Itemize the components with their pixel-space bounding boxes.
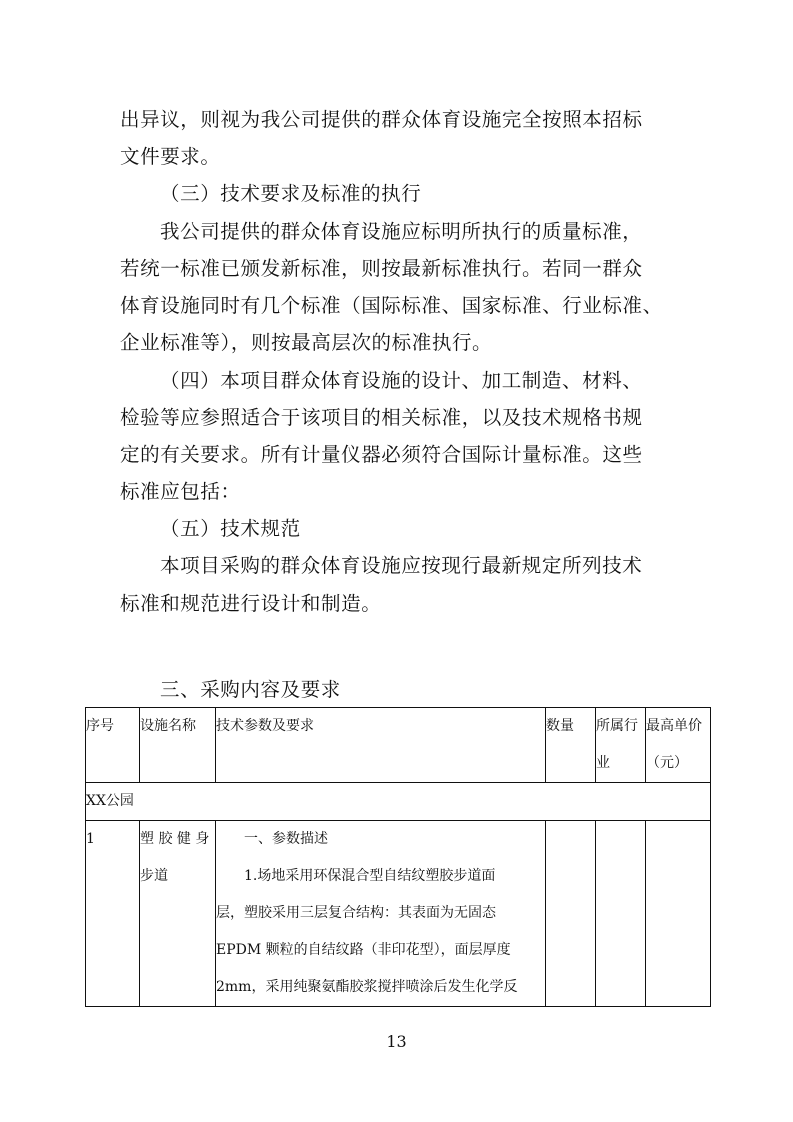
section-heading: 三、采购内容及要求 xyxy=(160,678,341,701)
paragraph-line: 体育设施同时有几个标准（国际标准、国家标准、行业标准、 xyxy=(120,294,663,317)
paragraph-line: 我公司提供的群众体育设施应标明所执行的质量标准， xyxy=(160,220,643,243)
spec-line: 1.场地采用环保混合型自结纹塑胶步道面 xyxy=(216,868,496,884)
header-name: 设施名称 xyxy=(140,708,216,783)
header-line: 所属行 xyxy=(596,718,638,734)
paragraph-line: （四）本项目群众体育设施的设计、加工制造、材料、 xyxy=(160,369,643,392)
paragraph-line: 文件要求。 xyxy=(120,145,221,168)
row-industry xyxy=(596,821,646,1007)
header-price xyxy=(646,708,711,783)
row-no: 1 xyxy=(86,821,140,1007)
header-spec: 技术参数及要求 xyxy=(216,708,546,783)
paragraph-line: 出异议，则视为我公司提供的群众体育设施完全按照本招标 xyxy=(120,108,643,131)
paragraph-line: 标准和规范进行设计和制造。 xyxy=(120,592,382,615)
row-qty xyxy=(546,821,596,1007)
paragraph-line: 检验等应参照适合于该项目的相关标准，以及技术规格书规 xyxy=(120,406,643,429)
row-spec xyxy=(216,821,546,1007)
table-row xyxy=(86,821,711,1007)
spec-line: 层，塑胶采用三层复合结构：其表面为无固态 xyxy=(216,905,496,921)
header-line: 业 xyxy=(596,755,610,771)
header-line: 最高单价 xyxy=(646,718,702,734)
procurement-table xyxy=(85,707,711,1007)
paragraph-line: 定的有关要求。所有计量仪器必须符合国际计量标准。这些 xyxy=(120,443,643,466)
spec-line: 一、参数描述 xyxy=(216,831,328,847)
name-line: 步道 xyxy=(140,868,168,884)
row-name xyxy=(140,821,216,1007)
header-qty: 数量 xyxy=(546,708,596,783)
paragraph-line: 若统一标准已颁发新标准，则按最新标准执行。若同一群众 xyxy=(120,257,643,280)
header-line: （元） xyxy=(646,755,688,771)
paragraph-line: 企业标准等），则按最高层次的标准执行。 xyxy=(120,331,493,354)
spec-line: 2mm，采用纯聚氨酯胶浆搅拌喷涂后发生化学反 xyxy=(216,979,518,995)
paragraph-line: 本项目采购的群众体育设施应按现行最新规定所列技术 xyxy=(160,554,643,577)
group-label: XX公园 xyxy=(86,783,711,821)
spec-line: EPDM 颗粒的自结纹路（非印花型），面层厚度 xyxy=(216,942,511,958)
subheading: （五）技术规范 xyxy=(160,517,301,540)
row-price xyxy=(646,821,711,1007)
header-industry xyxy=(596,708,646,783)
paragraph-line: 标准应包括： xyxy=(120,480,241,503)
name-line: 塑 胶 健 身 xyxy=(140,831,210,847)
header-no: 序号 xyxy=(86,708,140,783)
table-header-row xyxy=(86,708,711,783)
page-number: 13 xyxy=(386,1032,407,1051)
subheading: （三）技术要求及标准的执行 xyxy=(160,182,422,205)
group-row xyxy=(86,783,711,821)
